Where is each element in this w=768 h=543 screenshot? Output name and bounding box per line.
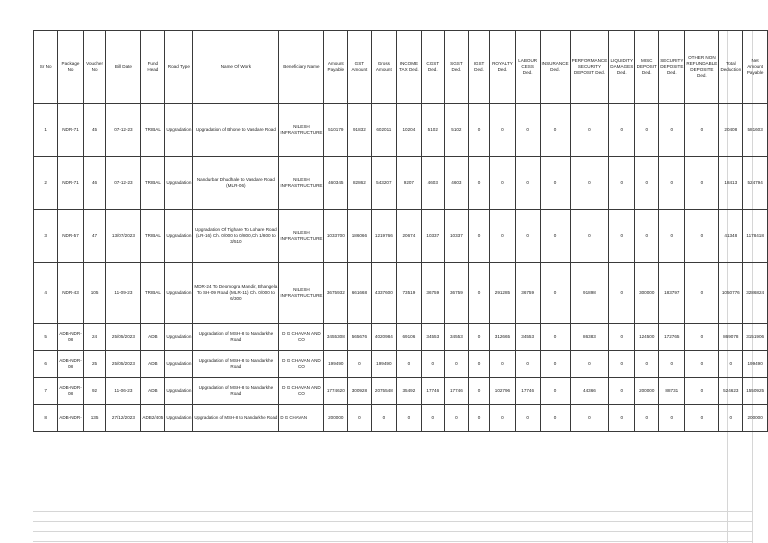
cell[interactable]: 91898 — [570, 263, 609, 324]
cell[interactable]: 41348 — [719, 210, 743, 263]
header-voucher-no: Voucher No — [83, 31, 106, 104]
cell[interactable]: 0 — [515, 104, 540, 157]
cell[interactable]: 0 — [421, 405, 444, 432]
cell[interactable]: TRIBAL — [141, 263, 165, 324]
cell[interactable]: 524794 — [743, 157, 768, 210]
cell[interactable]: 0 — [609, 405, 635, 432]
cell[interactable]: 82862 — [348, 157, 371, 210]
cell[interactable]: 200000 — [743, 405, 768, 432]
cell[interactable]: 0 — [468, 157, 489, 210]
cell[interactable]: 661668 — [348, 263, 371, 324]
cell[interactable]: Upgradation — [165, 378, 193, 405]
cell[interactable]: 4 — [34, 263, 58, 324]
header-beneficiary: Beneficiary Name — [279, 31, 324, 104]
header-income-tax: INCOME TAX Ded. — [397, 31, 422, 104]
cell[interactable]: 0 — [540, 263, 570, 324]
cell[interactable]: 25/05/2023 — [106, 351, 141, 378]
cell[interactable]: 4603 — [421, 157, 444, 210]
cell[interactable]: TRIBAL — [141, 210, 165, 263]
cell[interactable]: 0 — [635, 157, 659, 210]
empty-row[interactable] — [33, 512, 753, 522]
cell[interactable]: ADB2/405 — [141, 405, 165, 432]
cell[interactable]: TRIBAL — [141, 157, 165, 210]
cell[interactable]: 199490 — [743, 351, 768, 378]
cell[interactable]: 0 — [685, 378, 719, 405]
cell[interactable]: 0 — [609, 104, 635, 157]
cell[interactable]: 0 — [570, 157, 609, 210]
cell[interactable]: 199490 — [371, 351, 396, 378]
cell[interactable]: 86383 — [570, 324, 609, 351]
table-row — [34, 405, 768, 432]
header-misc-deposit: MISC DEPOSIT Ded. — [635, 31, 659, 104]
cell[interactable]: 3151906 — [743, 324, 768, 351]
cell[interactable]: D G CHAVAN AND CO — [279, 351, 324, 378]
table-row — [34, 157, 768, 210]
cell[interactable]: 3675932 — [324, 263, 348, 324]
header-gst: GST Amount — [348, 31, 371, 104]
header-net-amount: Net Amount Payable — [743, 31, 768, 104]
cell[interactable]: 5 — [34, 324, 58, 351]
cell[interactable]: 2 — [34, 157, 58, 210]
cell[interactable]: 4020984 — [371, 324, 396, 351]
cell[interactable]: 0 — [685, 104, 719, 157]
header-name-of-work: Name Of Work — [193, 31, 279, 104]
cell[interactable]: 0 — [570, 210, 609, 263]
table-row — [34, 210, 768, 263]
cell[interactable]: 73519 — [397, 263, 422, 324]
cell[interactable]: 36759 — [515, 263, 540, 324]
cell[interactable]: Upgradation — [165, 263, 193, 324]
cell[interactable]: 0 — [490, 405, 516, 432]
cell[interactable]: 183797 — [659, 263, 685, 324]
cell[interactable]: ADB-NDR-08 — [58, 324, 83, 351]
cell[interactable]: 0 — [490, 157, 516, 210]
cell[interactable]: 0 — [685, 405, 719, 432]
cell[interactable]: 0 — [490, 104, 516, 157]
cell[interactable]: 312665 — [490, 324, 516, 351]
cell[interactable]: 0 — [468, 405, 489, 432]
empty-row[interactable] — [33, 532, 753, 542]
header-package-no: Package No — [58, 31, 83, 104]
cell[interactable]: 3286824 — [743, 263, 768, 324]
cell[interactable]: 1 — [34, 104, 58, 157]
header-road-type: Road Type — [165, 31, 193, 104]
cell[interactable]: 0 — [609, 263, 635, 324]
bill-table — [33, 30, 768, 432]
cell[interactable]: 11-06-23 — [106, 378, 141, 405]
cell[interactable]: NILESH INFRASTRUCTURE — [279, 104, 324, 157]
cell[interactable]: 0 — [348, 405, 371, 432]
header-performance-security: PERFORMANCE SECURITY DEPOSIT Ded. — [570, 31, 609, 104]
cell[interactable]: NDR-43 — [58, 263, 83, 324]
cell[interactable]: 0 — [635, 104, 659, 157]
cell[interactable]: 0 — [719, 351, 743, 378]
cell[interactable]: 0 — [348, 351, 371, 378]
cell[interactable]: 17746 — [444, 378, 468, 405]
cell[interactable]: 0 — [659, 157, 685, 210]
cell[interactable]: 0 — [659, 351, 685, 378]
header-sr-no: Sr No — [34, 31, 58, 104]
cell[interactable]: Nandurbar Dhudhale to Vasdare Road (MLR-06) — [193, 157, 279, 210]
cell[interactable]: ADB — [141, 324, 165, 351]
cell[interactable]: NDR-57 — [58, 210, 83, 263]
cell[interactable]: 17746 — [515, 378, 540, 405]
cell[interactable]: 0 — [635, 405, 659, 432]
cell[interactable]: 17746 — [421, 378, 444, 405]
cell[interactable]: 25/05/2023 — [106, 324, 141, 351]
table-row — [34, 104, 768, 157]
cell[interactable]: 0 — [515, 351, 540, 378]
cell[interactable]: 186066 — [348, 210, 371, 263]
cell[interactable]: 581603 — [743, 104, 768, 157]
cell[interactable]: 524623 — [719, 378, 743, 405]
header-liquidity-damages: LIQUIDITY DAMAGES Ded. — [609, 31, 635, 104]
cell[interactable]: 5102 — [444, 104, 468, 157]
cell[interactable]: 0 — [609, 210, 635, 263]
cell[interactable]: Upgradation Of Tighare To Lohare Road (LR-16) Ch. 0/000 to 0/800,Ch 1/800 to 3/510 — [193, 210, 279, 263]
header-other-deposite: OTHER NON REFUNDABLE DEPOSITE Ded. — [685, 31, 719, 104]
cell[interactable]: 0 — [468, 378, 489, 405]
cell[interactable]: 1774620 — [324, 378, 348, 405]
cell[interactable]: MDR-24 To Deomogra Mandir, Bhangela To SH-09 Road (MLR-11) Ch. 0/000 to 6/300 — [193, 263, 279, 324]
cell[interactable]: 0 — [468, 351, 489, 378]
cell[interactable]: 9207 — [397, 157, 422, 210]
cell[interactable]: 0 — [468, 263, 489, 324]
cell[interactable]: 0 — [635, 210, 659, 263]
cell[interactable]: 4603 — [444, 157, 468, 210]
cell[interactable]: 1550925 — [743, 378, 768, 405]
cell[interactable]: 0 — [540, 405, 570, 432]
cell[interactable]: 0 — [515, 157, 540, 210]
cell[interactable]: 25 — [83, 351, 106, 378]
cell[interactable]: 92 — [83, 378, 106, 405]
cell[interactable]: 0 — [719, 405, 743, 432]
cell[interactable]: TRIBAL — [141, 104, 165, 157]
cell[interactable]: 172765 — [659, 324, 685, 351]
header-labour-cess: LABOUR CESS Ded. — [515, 31, 540, 104]
cell[interactable]: Upgradation — [165, 351, 193, 378]
empty-row[interactable] — [33, 502, 753, 512]
table-row — [34, 263, 768, 324]
cell[interactable]: 20408 — [719, 104, 743, 157]
header-igst: IGST Ded. — [468, 31, 489, 104]
cell[interactable]: Upgradation of Bhone to Vasdare Road — [193, 104, 279, 157]
cell[interactable]: ADB-NDR-08 — [58, 378, 83, 405]
cell[interactable]: 4337600 — [371, 263, 396, 324]
cell[interactable]: ADB — [141, 351, 165, 378]
cell[interactable]: 20674 — [397, 210, 422, 263]
empty-sheet-rows — [33, 502, 753, 542]
cell[interactable]: NILESH INFRASTRUCTURE — [279, 210, 324, 263]
cell[interactable]: 300928 — [348, 378, 371, 405]
cell[interactable]: 45 — [83, 104, 106, 157]
cell[interactable]: 0 — [540, 157, 570, 210]
cell[interactable]: D G CHAVAN AND CO — [279, 324, 324, 351]
cell[interactable]: 0 — [635, 351, 659, 378]
cell[interactable]: 34553 — [421, 324, 444, 351]
cell[interactable]: 0 — [540, 324, 570, 351]
cell[interactable]: 0 — [659, 210, 685, 263]
cell[interactable]: 1219766 — [371, 210, 396, 263]
cell[interactable]: Upgradation of MSH-8 to Nandarkhe Road — [193, 324, 279, 351]
cell[interactable]: Upgradation — [165, 104, 193, 157]
cell[interactable]: 291285 — [490, 263, 516, 324]
cell[interactable]: 36759 — [421, 263, 444, 324]
cell[interactable]: 24 — [83, 324, 106, 351]
cell[interactable]: 0 — [540, 104, 570, 157]
header-royalty: ROYALTY Ded. — [490, 31, 516, 104]
cell[interactable]: 0 — [609, 157, 635, 210]
cell[interactable]: 0 — [540, 378, 570, 405]
cell[interactable]: 199490 — [324, 351, 348, 378]
cell[interactable]: 35492 — [397, 378, 422, 405]
cell[interactable]: Upgradation of MSH-8 to Nandarkhe Road — [193, 351, 279, 378]
cell[interactable]: 0 — [685, 351, 719, 378]
cell[interactable]: ADB — [141, 378, 165, 405]
header-total-deduction: Total Deduction — [719, 31, 743, 104]
cell[interactable]: 0 — [397, 351, 422, 378]
cell[interactable]: 27/12/2023 — [106, 405, 141, 432]
cell[interactable]: Upgradation — [165, 324, 193, 351]
cell[interactable]: 0 — [570, 104, 609, 157]
cell[interactable]: D G CHAVAN — [279, 405, 324, 432]
cell[interactable]: 36759 — [444, 263, 468, 324]
cell[interactable]: D G CHAVAN AND CO — [279, 378, 324, 405]
cell[interactable]: 10337 — [444, 210, 468, 263]
cell[interactable]: 07-12-23 — [106, 104, 141, 157]
cell[interactable]: 0 — [540, 351, 570, 378]
cell[interactable]: Upgradation of MSH-8 to Nandarkhe Road — [193, 378, 279, 405]
cell[interactable]: 510179 — [324, 104, 348, 157]
table-row — [34, 324, 768, 351]
cell[interactable]: 0 — [397, 405, 422, 432]
cell[interactable]: 0 — [685, 157, 719, 210]
header-cgst: CGST Ded. — [421, 31, 444, 104]
cell[interactable]: 0 — [490, 351, 516, 378]
cell[interactable]: 18413 — [719, 157, 743, 210]
cell[interactable]: 0 — [685, 324, 719, 351]
cell[interactable]: 102796 — [490, 378, 516, 405]
cell[interactable]: ADB-NDR- — [58, 405, 83, 432]
cell[interactable]: 13/07/2023 — [106, 210, 141, 263]
cell[interactable]: 200000 — [635, 378, 659, 405]
cell[interactable]: 69106 — [397, 324, 422, 351]
cell[interactable]: 0 — [444, 405, 468, 432]
cell[interactable]: 460345 — [324, 157, 348, 210]
cell[interactable]: 34553 — [444, 324, 468, 351]
cell[interactable]: 869078 — [719, 324, 743, 351]
cell[interactable]: 07-12-23 — [106, 157, 141, 210]
cell[interactable]: NDR-71 — [58, 104, 83, 157]
cell[interactable]: 0 — [685, 210, 719, 263]
cell[interactable]: 135 — [83, 405, 106, 432]
cell[interactable]: 5102 — [421, 104, 444, 157]
cell[interactable]: 0 — [468, 324, 489, 351]
cell[interactable]: Upgradation of MSH-8 to Nandarkhe Road — [193, 405, 279, 432]
cell[interactable]: NILESH INFRASTRUCTURE — [279, 263, 324, 324]
cell[interactable]: 10204 — [397, 104, 422, 157]
cell[interactable]: 3 — [34, 210, 58, 263]
cell[interactable]: 0 — [515, 405, 540, 432]
cell[interactable]: 0 — [570, 351, 609, 378]
cell[interactable]: 10337 — [421, 210, 444, 263]
cell[interactable]: 0 — [468, 104, 489, 157]
header-insurance: INSURANCE Ded. — [540, 31, 570, 104]
header-fund-head: Fund Head — [141, 31, 165, 104]
cell[interactable]: 0 — [685, 263, 719, 324]
cell[interactable]: 34553 — [515, 324, 540, 351]
cell[interactable]: 46 — [83, 157, 106, 210]
cell[interactable]: 3455308 — [324, 324, 348, 351]
cell[interactable]: 0 — [490, 210, 516, 263]
cell[interactable]: 0 — [540, 210, 570, 263]
cell[interactable]: ADB-NDR-08 — [58, 351, 83, 378]
cell[interactable]: NILESH INFRASTRUCTURE — [279, 157, 324, 210]
cell[interactable]: 0 — [371, 405, 396, 432]
cell[interactable]: 0 — [609, 324, 635, 351]
cell[interactable]: 124500 — [635, 324, 659, 351]
cell[interactable]: NDR-71 — [58, 157, 83, 210]
cell[interactable]: 543207 — [371, 157, 396, 210]
cell[interactable]: 565676 — [348, 324, 371, 351]
cell[interactable]: 88731 — [659, 378, 685, 405]
cell[interactable]: 91832 — [348, 104, 371, 157]
cell[interactable]: 1178418 — [743, 210, 768, 263]
cell[interactable]: 300000 — [635, 263, 659, 324]
cell[interactable]: 0 — [609, 378, 635, 405]
header-security-deposite: SECURITY DEPOSITE Ded. — [659, 31, 685, 104]
cell[interactable]: 0 — [444, 351, 468, 378]
empty-row[interactable] — [33, 522, 753, 532]
table-row — [34, 378, 768, 405]
cell[interactable]: 0 — [570, 405, 609, 432]
cell[interactable]: 0 — [659, 405, 685, 432]
cell[interactable]: Upgradation — [165, 210, 193, 263]
cell[interactable]: 2075548 — [371, 378, 396, 405]
header-amount-payable: Amount Payable — [324, 31, 348, 104]
header-bill-date: Bill Date — [106, 31, 141, 104]
cell[interactable]: 8 — [34, 405, 58, 432]
header-gross: Gross Amount — [371, 31, 396, 104]
spreadsheet — [33, 30, 768, 432]
cell[interactable]: 0 — [515, 210, 540, 263]
cell[interactable]: 0 — [468, 210, 489, 263]
table-row — [34, 351, 768, 378]
cell[interactable]: Upgradation — [165, 157, 193, 210]
cell[interactable]: 602011 — [371, 104, 396, 157]
cell[interactable]: Upgradation — [165, 405, 193, 432]
cell[interactable]: 7 — [34, 378, 58, 405]
cell[interactable]: 105 — [83, 263, 106, 324]
cell[interactable]: 47 — [83, 210, 106, 263]
header-sgst: SGST Ded. — [444, 31, 468, 104]
cell[interactable]: 0 — [421, 351, 444, 378]
cell[interactable]: 6 — [34, 351, 58, 378]
cell[interactable]: 200000 — [324, 405, 348, 432]
header-row — [34, 31, 768, 104]
cell[interactable]: 11-09-23 — [106, 263, 141, 324]
cell[interactable]: 44366 — [570, 378, 609, 405]
cell[interactable]: 1033700 — [324, 210, 348, 263]
cell[interactable]: 0 — [609, 351, 635, 378]
cell[interactable]: 0 — [659, 104, 685, 157]
cell[interactable]: 1050776 — [719, 263, 743, 324]
